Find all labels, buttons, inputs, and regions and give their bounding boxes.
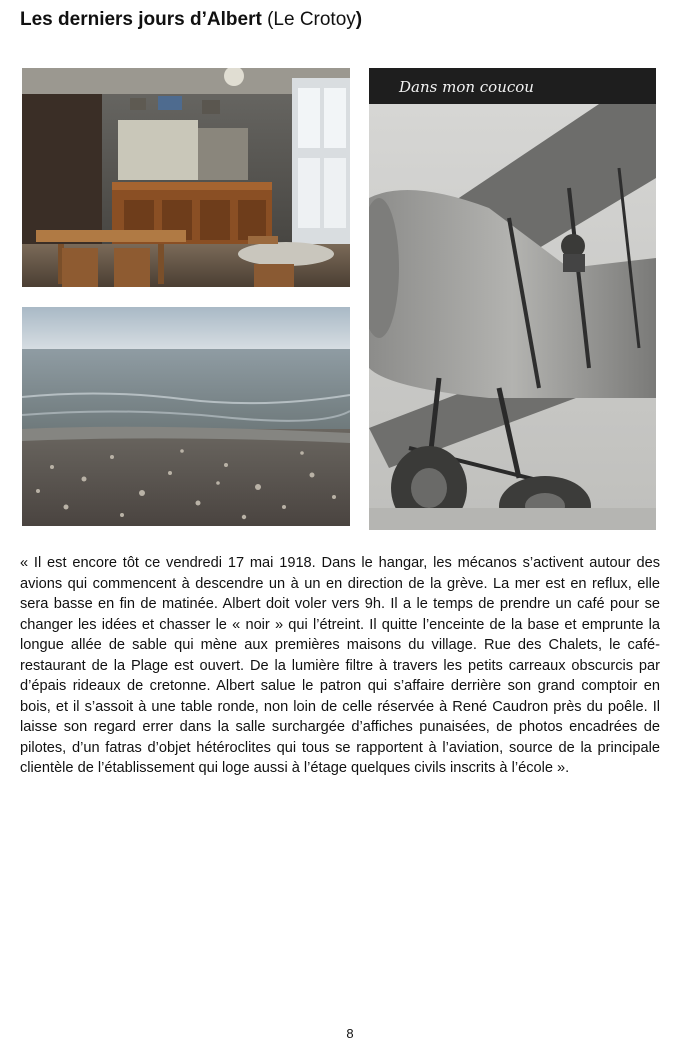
cafe-interior-photo <box>22 68 350 287</box>
cafe-interior-icon <box>22 68 350 287</box>
vintage-biplane-icon <box>369 68 656 530</box>
title-main: Les derniers jours d’Albert <box>20 9 262 30</box>
plane-caption: Dans mon coucou <box>399 78 534 96</box>
narrative-paragraph: « Il est encore tôt ce vendredi 17 mai 1918. Dans le hangar, les mécanos s’activent autour des avions qui commencent à descendre un à un en direction de la grève. La mer est en reflux, elle sera basse en fin de matinée. Albert doit voler vers 9h. Il a le temps de prendre un café pour se changer les idées et chasser le « noir » qui l’étreint. Il quitte l’enceinte de la base et emprunte la longue allée de sable qui mène aux premières maisons du village. Rue des Chalets, le café-restaurant de la Plage est ouvert. De la lumière filtre à travers les petits carreaux obscurcis par d’épais rideaux de cretonne. Albert salue le patron qui s’affaire derrière son grand comptoir en bois, et il s’assoit à une table ronde, non loin de celle réservée à René Caudron près du poêle. Il laisse son regard errer dans la salle surchargée d’affiches punaisées, de photos encadrées de pilotes, d’un fatras d’objet hétéroclites qui tous se rapportent à l’aviation, source de la principale clientèle de l’établissement qui loge aussi à l’étage quelques civils inscrits à l’école ». <box>20 555 660 776</box>
title-close-paren: ) <box>355 9 363 30</box>
vintage-biplane-photo <box>369 68 656 530</box>
beach-seashore-photo <box>22 307 350 526</box>
title-place: (Le Crotoy <box>267 9 356 30</box>
beach-seashore-icon <box>22 307 350 526</box>
page-title <box>20 8 362 32</box>
page-number: 8 <box>346 1026 354 1041</box>
